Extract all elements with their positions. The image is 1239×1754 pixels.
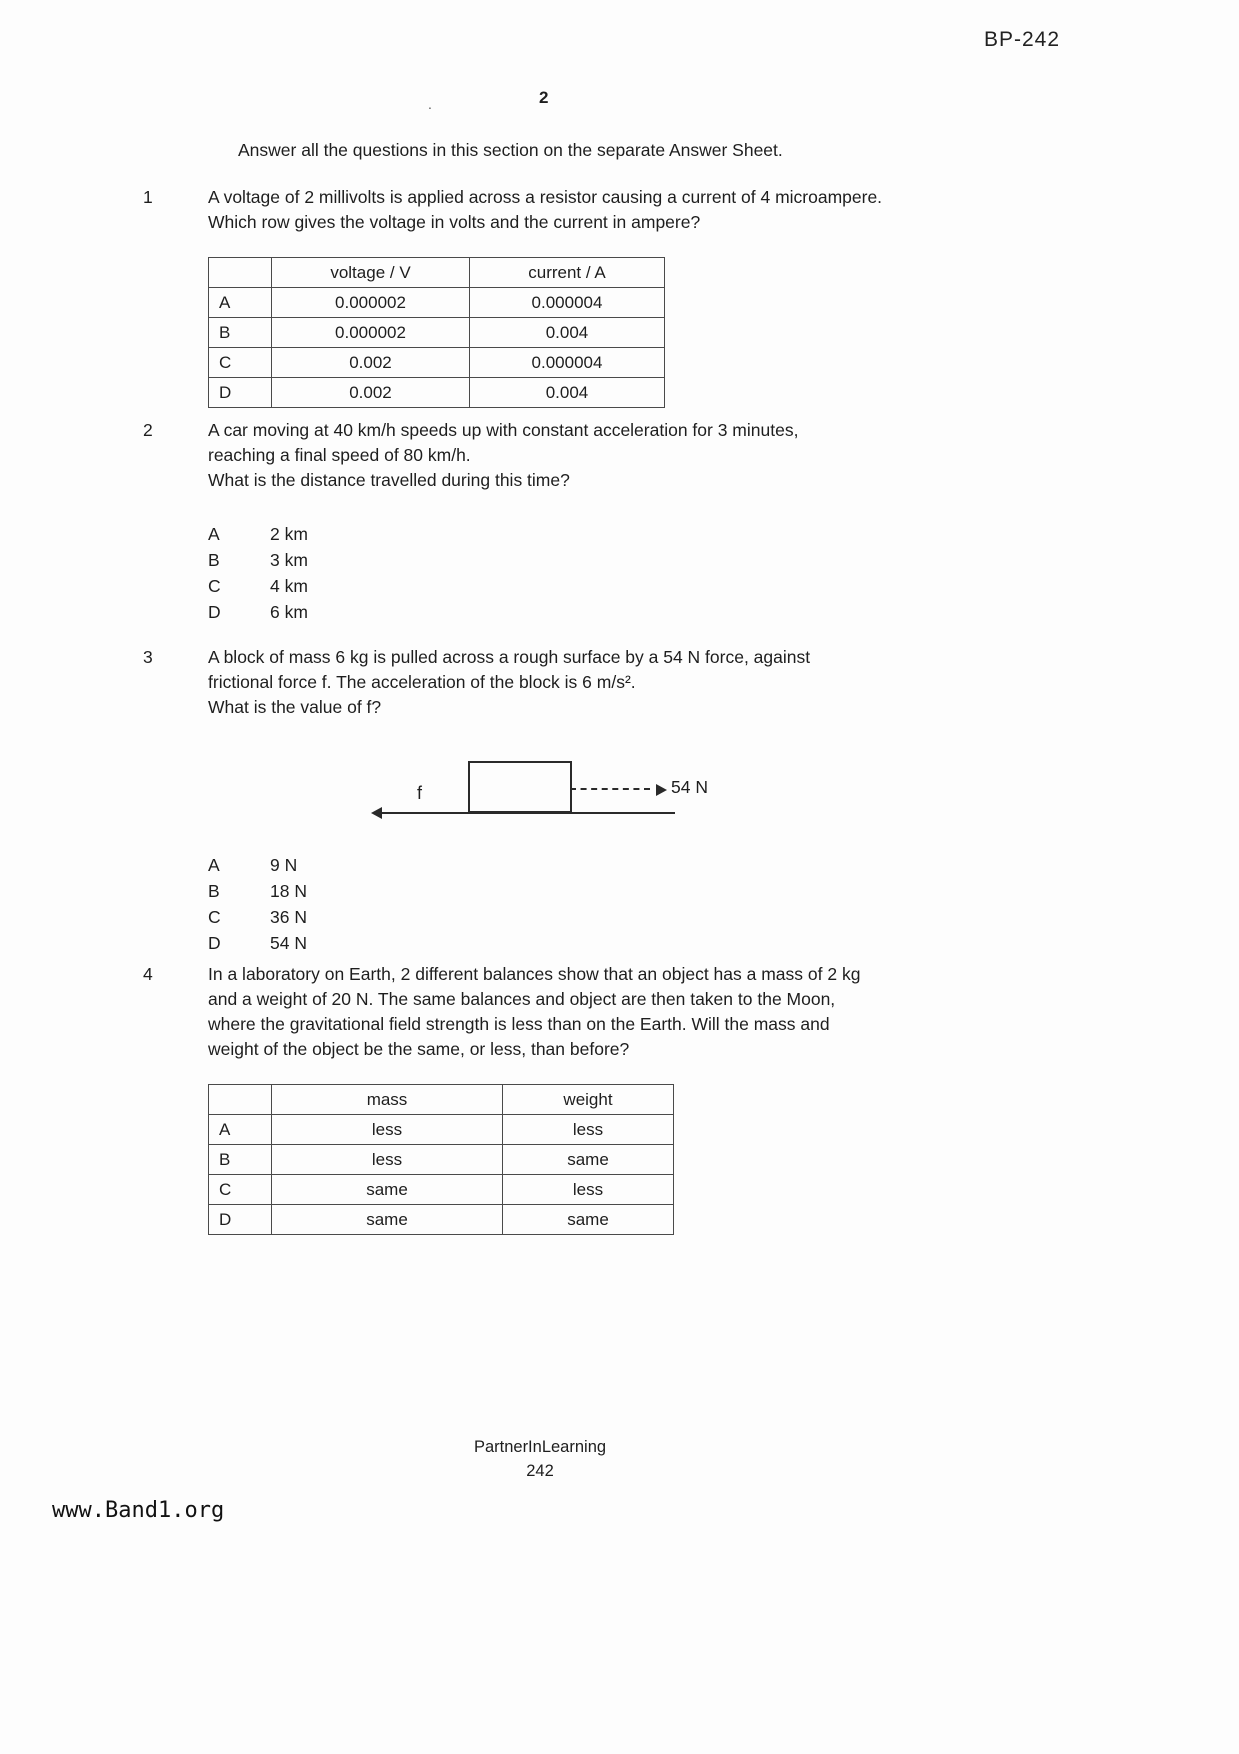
table-row	[209, 288, 665, 318]
current-value: 0.004	[470, 378, 665, 408]
table-row	[209, 318, 665, 348]
table-header-blank	[209, 1085, 272, 1115]
applied-force-dashed-line	[570, 788, 650, 790]
option-letter: D	[208, 602, 221, 622]
mass-value: same	[272, 1175, 503, 1205]
option-letter: C	[208, 907, 221, 927]
option-text: 3 km	[270, 550, 308, 570]
weight-value: same	[503, 1205, 674, 1235]
row-label: C	[209, 1175, 272, 1205]
surface-line	[377, 812, 675, 814]
table-row	[209, 378, 665, 408]
table-row	[209, 1115, 674, 1145]
footer-brand: PartnerInLearning	[473, 1438, 607, 1456]
table-row	[209, 348, 665, 378]
question-1	[143, 185, 983, 408]
question-3-text-line: A block of mass 6 kg is pulled across a rough surface by a 54 N force, against	[208, 647, 811, 667]
mass-value: less	[272, 1145, 503, 1175]
question-1-text-line: Which row gives the voltage in volts and the current in ampere?	[208, 212, 701, 232]
force-diagram	[373, 754, 708, 824]
question-4-text-line: where the gravitational field strength is less than on the Earth. Will the mass and	[208, 1014, 830, 1034]
option-row	[208, 852, 983, 878]
watermark-url: www.Band1.org	[52, 1498, 225, 1523]
voltage-value: 0.002	[272, 348, 470, 378]
question-1-answer-table	[208, 257, 665, 408]
row-label: A	[209, 288, 272, 318]
weight-value: less	[503, 1115, 674, 1145]
friction-force-label: f	[417, 783, 423, 803]
option-row	[208, 904, 983, 930]
voltage-value: 0.002	[272, 378, 470, 408]
option-row	[208, 599, 983, 625]
option-text: 36 N	[270, 907, 307, 927]
applied-force-label: 54 N	[671, 777, 708, 797]
row-label: D	[209, 378, 272, 408]
table-header-voltage: voltage / V	[272, 258, 470, 288]
voltage-value: 0.000002	[272, 288, 470, 318]
question-2-number: 2	[143, 420, 153, 440]
option-row	[208, 930, 983, 956]
row-label: C	[209, 348, 272, 378]
voltage-value: 0.000002	[272, 318, 470, 348]
table-header-blank	[209, 258, 272, 288]
question-3	[143, 645, 983, 956]
table-row	[209, 1205, 674, 1235]
block-rectangle	[468, 761, 572, 813]
question-1-number: 1	[143, 187, 153, 207]
mass-value: less	[272, 1115, 503, 1145]
applied-force-arrow-icon	[656, 784, 667, 796]
question-3-text-line: What is the value of f?	[208, 697, 382, 717]
doc-code: BP-242	[984, 28, 1061, 51]
option-letter: A	[208, 524, 220, 544]
table-header-current: current / A	[470, 258, 665, 288]
instruction-text: Answer all the questions in this section on the separate Answer Sheet.	[238, 140, 783, 160]
page-number: 2	[539, 88, 549, 107]
option-text: 4 km	[270, 576, 308, 596]
question-2-text-line: What is the distance travelled during this time?	[208, 470, 570, 490]
question-4-answer-table	[208, 1084, 674, 1235]
question-3-text-line: frictional force f. The acceleration of the block is 6 m/s².	[208, 672, 636, 692]
table-header-mass: mass	[272, 1085, 503, 1115]
weight-value: less	[503, 1175, 674, 1205]
question-2-text-line: reaching a final speed of 80 km/h.	[208, 445, 471, 465]
option-row	[208, 547, 983, 573]
option-letter: A	[208, 855, 220, 875]
option-row	[208, 878, 983, 904]
option-text: 54 N	[270, 933, 307, 953]
row-label: A	[209, 1115, 272, 1145]
option-text: 6 km	[270, 602, 308, 622]
row-label: D	[209, 1205, 272, 1235]
table-row	[209, 1175, 674, 1205]
option-row	[208, 521, 983, 547]
question-1-text-line: A voltage of 2 millivolts is applied across a resistor causing a current of 4 microampere.	[208, 187, 883, 207]
mass-value: same	[272, 1205, 503, 1235]
table-header-row	[209, 258, 665, 288]
question-4-number: 4	[143, 964, 153, 984]
question-3-options	[208, 852, 983, 956]
question-2	[143, 418, 983, 625]
row-label: B	[209, 1145, 272, 1175]
footer-page-number: 242	[526, 1462, 554, 1480]
question-4-text-line: weight of the object be the same, or less, than before?	[208, 1039, 630, 1059]
question-4-text-line: and a weight of 20 N. The same balances and object are then taken to the Moon,	[208, 989, 836, 1009]
table-header-weight: weight	[503, 1085, 674, 1115]
row-label: B	[209, 318, 272, 348]
table-row	[209, 1145, 674, 1175]
option-row	[208, 573, 983, 599]
question-3-number: 3	[143, 647, 153, 667]
table-header-row	[209, 1085, 674, 1115]
scan-artifact-dot: .	[428, 96, 432, 112]
current-value: 0.004	[470, 318, 665, 348]
option-text: 18 N	[270, 881, 307, 901]
option-text: 9 N	[270, 855, 298, 875]
weight-value: same	[503, 1145, 674, 1175]
current-value: 0.000004	[470, 288, 665, 318]
question-2-text-line: A car moving at 40 km/h speeds up with constant acceleration for 3 minutes,	[208, 420, 799, 440]
option-letter: B	[208, 881, 220, 901]
option-letter: B	[208, 550, 220, 570]
question-4	[143, 962, 983, 1235]
friction-arrow-icon	[371, 807, 382, 819]
question-4-text-line: In a laboratory on Earth, 2 different balances show that an object has a mass of 2 kg	[208, 964, 861, 984]
option-text: 2 km	[270, 524, 308, 544]
option-letter: C	[208, 576, 221, 596]
current-value: 0.000004	[470, 348, 665, 378]
option-letter: D	[208, 933, 221, 953]
question-2-options	[208, 521, 983, 625]
